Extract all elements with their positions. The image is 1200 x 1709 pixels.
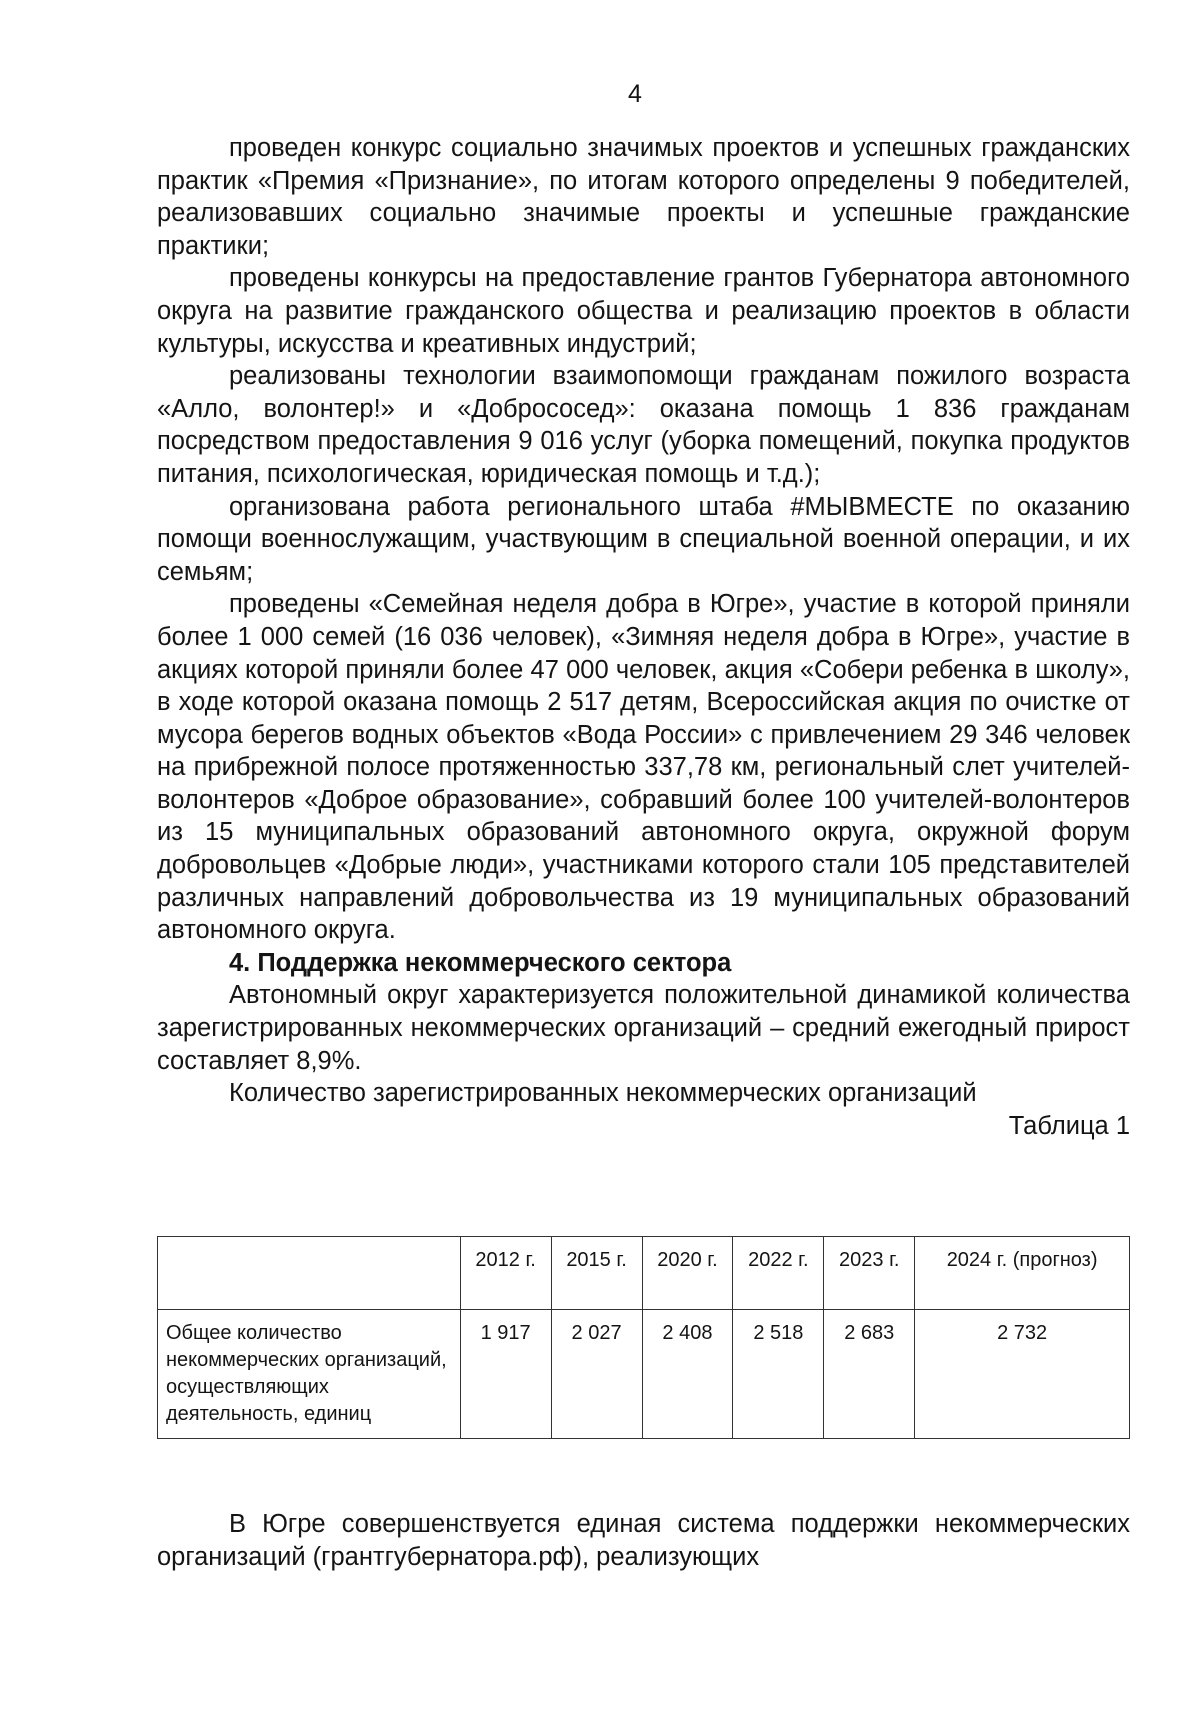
page-number: 4 <box>628 80 642 108</box>
paragraph-4: организована работа регионального штаба #МЫВМЕСТЕ по оказанию помощи военнослужащим, участвующим в специальной военной операции, и их семьям; <box>157 492 1130 586</box>
table-cell: 2 683 <box>824 1310 915 1439</box>
table-header-cell <box>158 1237 461 1310</box>
paragraph-5: проведены «Семейная неделя добра в Югре», участие в которой приняли более 1 000 семей (16 036 человек), «Зимняя неделя добра в Югре», участие в акциях которой приняли более 47 000 человек, акция «Собери ребенка в школу», в ходе которой оказана помощь 2 517 детям, Всероссийская акция по очистке от мусора берегов водных объектов «Вода России» с привлечением 29 346 человек на прибрежной полосе протяженностью 337,78 км, региональный слет учителей-волонтеров «Доброе образование», собравший более 100 учителей-волонтеров из 15 муниципальных образований автономного округа, окружной форум добровольцев «Добрые люди», участниками которого стали 105 представителей различных направлений добровольчества из 19 муниципальных образований автономного округа. <box>157 590 1130 945</box>
nko-count-table <box>157 1236 1130 1439</box>
table-label: Таблица 1 <box>1008 1111 1130 1140</box>
paragraph-2: проведены конкурсы на предоставление грантов Губернатора автономного округа на развитие гражданского общества и реализацию проектов в области культуры, искусства и креативных индустрий; <box>157 264 1130 358</box>
table-cell: 2 408 <box>642 1310 733 1439</box>
table-row <box>158 1310 1130 1439</box>
table-caption: Количество зарегистрированных некоммерческих организаций <box>229 1079 977 1108</box>
table-cell: 2 732 <box>915 1310 1130 1439</box>
section-heading: 4. Поддержка некоммерческого сектора <box>229 948 732 977</box>
table-header-cell: 2022 г. <box>733 1237 824 1310</box>
paragraph-1: проведен конкурс социально значимых проектов и успешных гражданских практик «Премия «Признание», по итогам которого определены 9 победителей, реализовавших социально значимые проекты и успешные гражданские практики; <box>157 134 1130 260</box>
table-row-label: Общее количество некоммерческих организаций, осуществляющих деятельность, единиц <box>158 1310 461 1439</box>
table-header-cell: 2024 г. (прогноз) <box>915 1237 1130 1310</box>
final-paragraph: В Югре совершенствуется единая система поддержки некоммерческих организаций (грантгубернатора.рф), реализующих <box>157 1510 1130 1571</box>
table-header-cell: 2023 г. <box>824 1237 915 1310</box>
table-header-cell: 2012 г. <box>460 1237 551 1310</box>
table-cell: 1 917 <box>460 1310 551 1439</box>
final-text <box>157 1508 1130 1574</box>
table-header-cell: 2020 г. <box>642 1237 733 1310</box>
paragraph-3: реализованы технологии взаимопомощи гражданам пожилого возраста «Алло, волонтер!» и «Добрососед»: оказана помощь 1 836 гражданам посредством предоставления 9 016 услуг (уборка помещений, покупка продуктов питания, психологическая, юридическая помощь и т.д.); <box>157 362 1130 488</box>
table-cell: 2 518 <box>733 1310 824 1439</box>
body-text <box>157 132 1130 1142</box>
section-paragraph: Автономный округ характеризуется положительной динамикой количества зарегистрированных некоммерческих организаций – средний ежегодный прирост составляет 8,9%. <box>157 981 1130 1075</box>
table-header-row <box>158 1237 1130 1310</box>
table-cell: 2 027 <box>551 1310 642 1439</box>
table-header-cell: 2015 г. <box>551 1237 642 1310</box>
